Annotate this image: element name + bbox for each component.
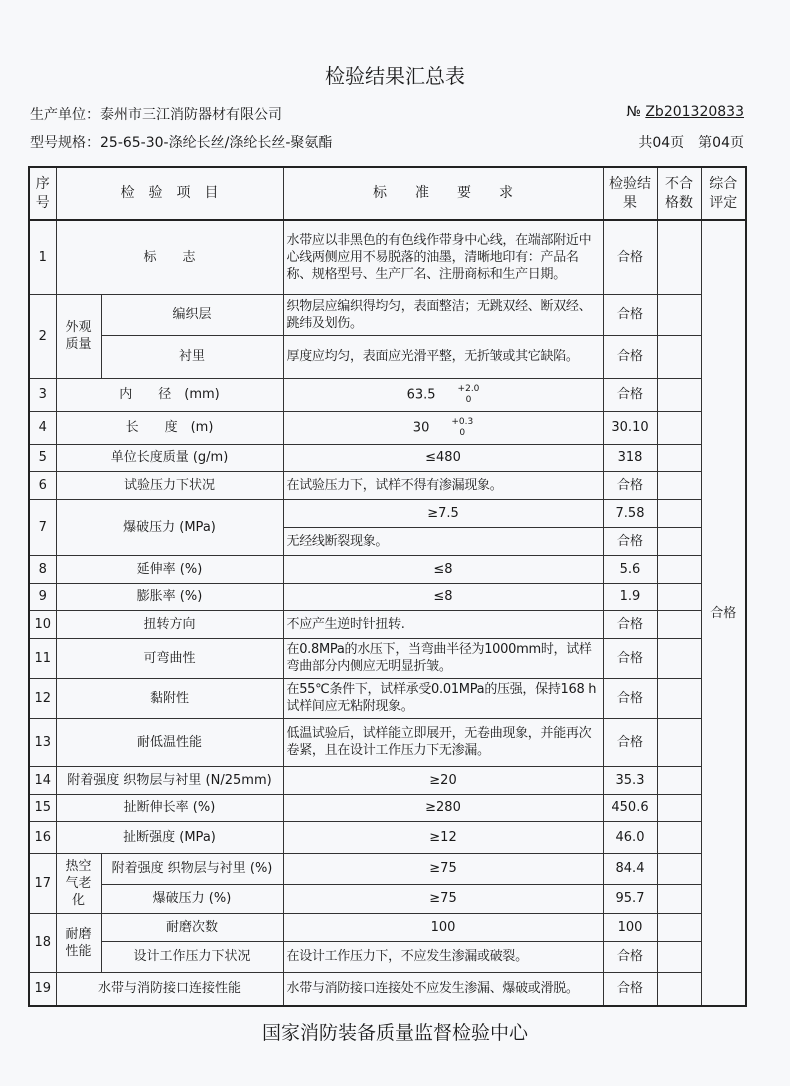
fail-count bbox=[657, 220, 701, 294]
row-number: 9 bbox=[29, 583, 56, 610]
tolerance-value: +2.0 bbox=[457, 383, 480, 394]
item-name: 延伸率 (%) bbox=[56, 555, 283, 583]
tolerance-value: +0.3 bbox=[451, 416, 474, 427]
standard-text: 厚度应均匀，表面应光滑平整，无折皱或其它缺陷。 bbox=[286, 349, 579, 364]
standard-text: 低温试验后，试样能立即展开，无卷曲现象，并能再次卷紧，且在设计工作压力下无渗漏。 bbox=[286, 726, 592, 758]
standard-requirement bbox=[283, 941, 603, 972]
row-number: 15 bbox=[29, 794, 56, 821]
table-row bbox=[29, 913, 746, 941]
header-fail-count: 不合格数 bbox=[657, 167, 701, 220]
standard-text: ≤8 bbox=[433, 589, 453, 604]
header-overall: 综合评定 bbox=[701, 167, 746, 220]
row-number: 19 bbox=[29, 972, 56, 1006]
standard-requirement bbox=[283, 718, 603, 766]
fail-count bbox=[657, 972, 701, 1006]
test-result: 450.6 bbox=[603, 794, 657, 821]
test-result: 84.4 bbox=[603, 853, 657, 884]
fail-count bbox=[657, 444, 701, 471]
row-number: 12 bbox=[29, 678, 56, 718]
standard-requirement bbox=[283, 972, 603, 1006]
item-name: 水带与消防接口连接性能 bbox=[56, 972, 283, 1006]
standard-requirement bbox=[283, 583, 603, 610]
item-name: 衬里 bbox=[101, 335, 283, 378]
standard-text: 水带与消防接口连接处不应发生渗漏、爆破或滑脱。 bbox=[286, 981, 579, 997]
standard-text: ≤8 bbox=[433, 561, 453, 577]
fail-count bbox=[657, 794, 701, 821]
item-group: 耐磨性能 bbox=[56, 913, 101, 972]
test-result: 100 bbox=[603, 913, 657, 941]
test-result: 46.0 bbox=[603, 821, 657, 853]
table-row bbox=[29, 853, 746, 884]
item-name: 标 志 bbox=[56, 220, 283, 294]
fail-count bbox=[657, 411, 701, 444]
fail-count bbox=[657, 884, 701, 913]
item-name: 单位长度质量 (g/m) bbox=[56, 444, 283, 471]
item-name: 设计工作压力下状况 bbox=[101, 941, 283, 972]
test-result: 合格 bbox=[603, 527, 657, 555]
standard-requirement bbox=[283, 678, 603, 718]
item-group: 热空气老化 bbox=[56, 853, 101, 913]
fail-count bbox=[657, 527, 701, 555]
document-title: 检验结果汇总表 bbox=[325, 64, 465, 88]
standard-text: 不应产生逆时针扭转. bbox=[286, 616, 405, 632]
table-row bbox=[29, 294, 746, 335]
header-no: 序号 bbox=[29, 167, 56, 220]
fail-count bbox=[657, 335, 701, 378]
item-name: 编织层 bbox=[101, 294, 283, 335]
table-header bbox=[29, 167, 746, 220]
table-row bbox=[29, 335, 746, 378]
header-result: 检验结果 bbox=[603, 167, 657, 220]
item-name: 扭转方向 bbox=[56, 610, 283, 638]
overall-assessment: 合格 bbox=[701, 220, 746, 1006]
test-result: 合格 bbox=[603, 294, 657, 335]
table-row bbox=[29, 678, 746, 718]
header-item: 检 验 项 目 bbox=[56, 167, 283, 220]
item-name: 长 度 (m) bbox=[56, 411, 283, 444]
standard-requirement bbox=[283, 378, 603, 411]
row-number: 16 bbox=[29, 821, 56, 853]
table-row bbox=[29, 499, 746, 527]
row-number: 11 bbox=[29, 638, 56, 678]
standard-requirement bbox=[283, 555, 603, 583]
item-name: 耐低温性能 bbox=[56, 718, 283, 766]
fail-count bbox=[657, 638, 701, 678]
row-number: 5 bbox=[29, 444, 56, 471]
table-row bbox=[29, 638, 746, 678]
model-spec: 型号规格：25-65-30-涤纶长丝/涤纶长丝-聚氨酯 bbox=[30, 135, 333, 151]
row-number: 14 bbox=[29, 766, 56, 794]
standard-requirement bbox=[283, 638, 603, 678]
standard-text: 织物层应编织得均匀，表面整洁；无跳双经、断双经、跳纬及划伤。 bbox=[286, 298, 592, 331]
table-row bbox=[29, 972, 746, 1006]
fail-count bbox=[657, 471, 701, 499]
item-name: 爆破压力 (MPa) bbox=[56, 499, 283, 555]
table-row bbox=[29, 220, 746, 294]
standard-requirement bbox=[283, 527, 603, 555]
standard-text: 63.5 bbox=[406, 387, 436, 402]
test-result: 318 bbox=[603, 444, 657, 471]
test-result: 35.3 bbox=[603, 766, 657, 794]
row-number: 6 bbox=[29, 471, 56, 499]
test-result: 5.6 bbox=[603, 555, 657, 583]
item-name: 膨胀率 (%) bbox=[56, 583, 283, 610]
test-result: 合格 bbox=[603, 610, 657, 638]
table-row bbox=[29, 884, 746, 913]
standard-text: ≤480 bbox=[425, 450, 461, 465]
item-name: 附着强度 织物层与衬里 (%) bbox=[101, 853, 283, 884]
row-number: 7 bbox=[29, 499, 56, 555]
table-row bbox=[29, 821, 746, 853]
test-result: 合格 bbox=[603, 941, 657, 972]
report-number bbox=[626, 104, 744, 120]
item-name: 试验压力下状况 bbox=[56, 471, 283, 499]
item-name: 爆破压力 (%) bbox=[101, 884, 283, 913]
row-number: 4 bbox=[29, 411, 56, 444]
standard-requirement bbox=[283, 499, 603, 527]
standard-text: ≥75 bbox=[429, 861, 457, 876]
standard-requirement bbox=[283, 294, 603, 335]
table-row bbox=[29, 444, 746, 471]
tolerance bbox=[458, 384, 480, 406]
test-result: 30.10 bbox=[603, 411, 657, 444]
row-number: 18 bbox=[29, 913, 56, 972]
fail-count bbox=[657, 294, 701, 335]
standard-text: 水带应以非黑色的有色线作带身中心线，在端部附近中心线两侧应用不易脱落的油墨，清晰地印有：产品名称、规格型号、生产厂名、注册商标和生产日期。 bbox=[286, 232, 592, 282]
row-number: 13 bbox=[29, 718, 56, 766]
row-number: 17 bbox=[29, 853, 56, 913]
test-result: 1.9 bbox=[603, 583, 657, 610]
item-name: 附着强度 织物层与衬里 (N/25mm) bbox=[56, 766, 283, 794]
test-result: 合格 bbox=[603, 972, 657, 1006]
test-result: 合格 bbox=[603, 335, 657, 378]
item-name: 黏附性 bbox=[56, 678, 283, 718]
test-result: 7.58 bbox=[603, 499, 657, 527]
item-name: 可弯曲性 bbox=[56, 638, 283, 678]
standard-requirement bbox=[283, 411, 603, 444]
fail-count bbox=[657, 821, 701, 853]
item-name: 扯断强度 (MPa) bbox=[56, 821, 283, 853]
fail-count bbox=[657, 766, 701, 794]
fail-count bbox=[657, 378, 701, 411]
test-result: 95.7 bbox=[603, 884, 657, 913]
table-row bbox=[29, 941, 746, 972]
row-number: 2 bbox=[29, 294, 56, 378]
page-count: 共04页 第04页 bbox=[638, 135, 744, 151]
header-standard: 标 准 要 求 bbox=[283, 167, 603, 220]
fail-count bbox=[657, 678, 701, 718]
standard-requirement bbox=[283, 444, 603, 471]
table-row bbox=[29, 766, 746, 794]
standard-requirement bbox=[283, 220, 603, 294]
standard-text: ≥20 bbox=[429, 772, 457, 788]
standard-text: 100 bbox=[430, 919, 456, 935]
table-row bbox=[29, 555, 746, 583]
standard-requirement bbox=[283, 913, 603, 941]
standard-text: 在0.8MPa的水压下，当弯曲半径为1000mm时，试样弯曲部分内侧应无明显折皱。 bbox=[286, 642, 592, 674]
standard-requirement bbox=[283, 794, 603, 821]
producer: 生产单位：泰州市三江消防器材有限公司 bbox=[30, 107, 282, 123]
standard-requirement bbox=[283, 766, 603, 794]
row-number: 8 bbox=[29, 555, 56, 583]
fail-count bbox=[657, 499, 701, 527]
fail-count bbox=[657, 555, 701, 583]
table-row bbox=[29, 794, 746, 821]
test-result: 合格 bbox=[603, 718, 657, 766]
fail-count bbox=[657, 941, 701, 972]
tolerance bbox=[451, 417, 473, 439]
item-name: 扯断伸长率 (%) bbox=[56, 794, 283, 821]
standard-requirement bbox=[283, 335, 603, 378]
report-no-value: Zb201320833 bbox=[645, 104, 744, 120]
table-row bbox=[29, 411, 746, 444]
row-number: 3 bbox=[29, 378, 56, 411]
fail-count bbox=[657, 583, 701, 610]
standard-text: ≥7.5 bbox=[427, 505, 459, 521]
standard-text: 在55℃条件下，试样承受0.01MPa的压强，保持168 h 试样间应无粘附现象。 bbox=[286, 682, 597, 714]
test-result: 合格 bbox=[603, 471, 657, 499]
table-row bbox=[29, 718, 746, 766]
results-table bbox=[28, 166, 747, 1007]
standard-text: 无经线断裂现象。 bbox=[286, 533, 389, 549]
test-result: 合格 bbox=[603, 678, 657, 718]
tolerance-value: 0 bbox=[459, 427, 466, 438]
row-number: 1 bbox=[29, 220, 56, 294]
no-prefix: № bbox=[626, 104, 641, 120]
row-number: 10 bbox=[29, 610, 56, 638]
fail-count bbox=[657, 913, 701, 941]
standard-text: 在试验压力下，试样不得有渗漏现象。 bbox=[286, 477, 503, 493]
standard-requirement bbox=[283, 610, 603, 638]
standard-text: 在设计工作压力下，不应发生渗漏或破裂。 bbox=[286, 949, 528, 964]
table-row bbox=[29, 583, 746, 610]
standard-requirement bbox=[283, 471, 603, 499]
fail-count bbox=[657, 853, 701, 884]
table-row bbox=[29, 471, 746, 499]
standard-requirement bbox=[283, 853, 603, 884]
test-result: 合格 bbox=[603, 378, 657, 411]
fail-count bbox=[657, 718, 701, 766]
standard-requirement bbox=[283, 884, 603, 913]
tolerance-value: 0 bbox=[465, 394, 472, 405]
table-row bbox=[29, 378, 746, 411]
standard-requirement bbox=[283, 821, 603, 853]
standard-text: 30 bbox=[412, 420, 430, 435]
item-name: 耐磨次数 bbox=[101, 913, 283, 941]
table-row bbox=[29, 610, 746, 638]
standard-text: ≥75 bbox=[429, 891, 457, 906]
item-group: 外观质量 bbox=[56, 294, 101, 378]
test-result: 合格 bbox=[603, 220, 657, 294]
standard-text: ≥12 bbox=[429, 829, 457, 845]
footer-issuer: 国家消防装备质量监督检验中心 bbox=[261, 1022, 528, 1044]
item-name: 内 径 (mm) bbox=[56, 378, 283, 411]
fail-count bbox=[657, 610, 701, 638]
standard-text: ≥280 bbox=[425, 800, 461, 815]
test-result: 合格 bbox=[603, 638, 657, 678]
